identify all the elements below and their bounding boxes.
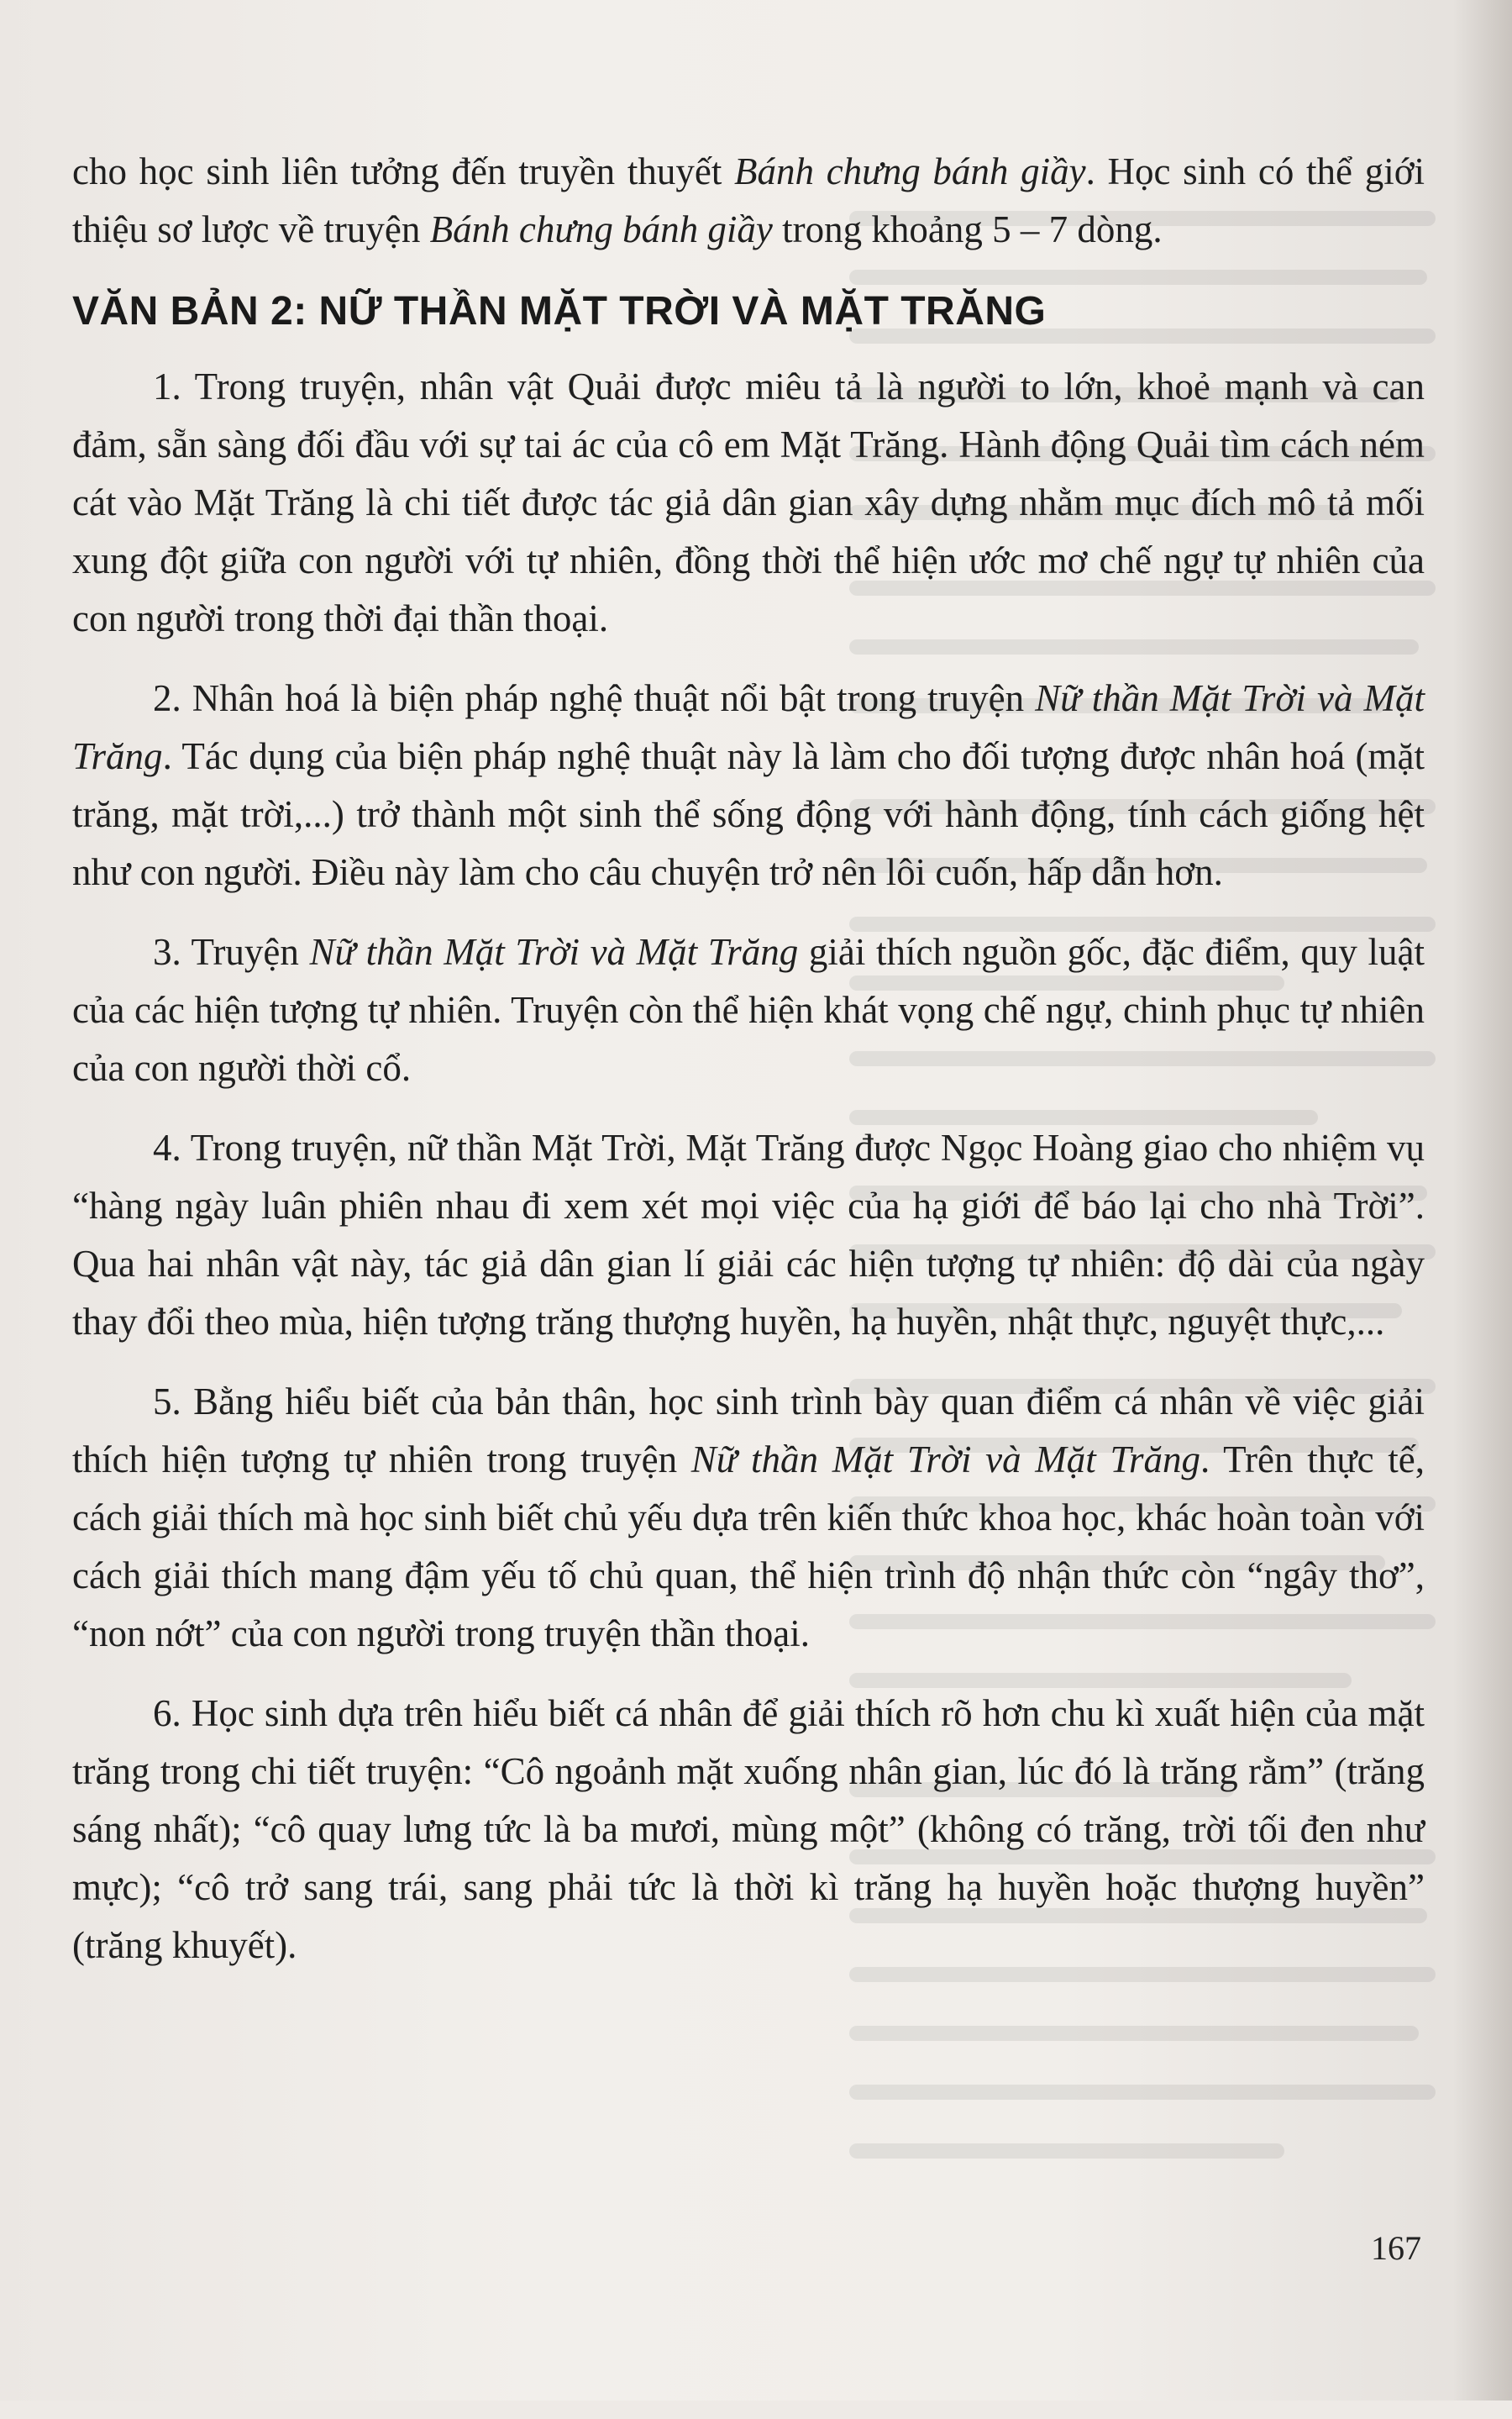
section-heading: VĂN BẢN 2: NỮ THẦN MẶT TRỜI VÀ MẶT TRĂNG (72, 289, 1047, 334)
page-number: 167 (1371, 2229, 1421, 2267)
answer-2: 2. Nhân hoá là biện pháp nghệ thuật nổi bật trong truyện Nữ thần Mặt Trời và Mặt Trăng. Tác dụng của biện pháp nghệ thuật này là làm cho đối tượng được nhân hoá (mặt trăng, mặt trời,...) trở thành một sinh thể sống động với hành động, tính cách giống hệt như con người. Điều này làm cho câu chuyện trở nên lôi cuốn, hấp dẫn hơn. (72, 677, 1425, 893)
answer-1: 1. Trong truyện, nhân vật Quải được miêu tả là người to lớn, khoẻ mạnh và can đảm, sẵn sàng đối đầu với sự tai ác của cô em Mặt Trăng. Hành động Quải tìm cách ném cát vào Mặt Trăng là chi tiết được tác giả dân gian xây dựng nhằm mục đích mô tả mối xung đột giữa con người với tự nhiên, đồng thời thể hiện ước mơ chế ngự tự nhiên của con người trong thời đại thần thoại. (72, 365, 1425, 639)
intro-paragraph: cho học sinh liên tưởng đến truyền thuyết Bánh chưng bánh giầy. Học sinh có thể giới thiệu sơ lược về truyện Bánh chưng bánh giầy trong khoảng 5 – 7 dòng. (72, 150, 1425, 250)
answer-3: 3. Truyện Nữ thần Mặt Trời và Mặt Trăng giải thích nguồn gốc, đặc điểm, quy luật của các hiện tượng tự nhiên. Truyện còn thể hiện khát vọng chế ngự, chinh phục tự nhiên của con người thời cổ. (72, 931, 1425, 1089)
spine-shadow (1453, 0, 1512, 2401)
answer-4: 4. Trong truyện, nữ thần Mặt Trời, Mặt Trăng được Ngọc Hoàng giao cho nhiệm vụ “hàng ngày luân phiên nhau đi xem xét mọi việc của hạ giới để báo lại cho nhà Trời”. Qua hai nhân vật này, tác giả dân gian lí giải các hiện tượng tự nhiên: độ dài của ngày thay đổi theo mùa, hiện tượng trăng thượng huyền, hạ huyền, nhật thực, nguyệt thực,... (72, 1127, 1425, 1343)
page-content (72, 143, 1425, 1996)
answer-5: 5. Bằng hiểu biết của bản thân, học sinh trình bày quan điểm cá nhân về việc giải thích hiện tượng tự nhiên trong truyện Nữ thần Mặt Trời và Mặt Trăng. Trên thực tế, cách giải thích mà học sinh biết chủ yếu dựa trên kiến thức khoa học, khác hoàn toàn với cách giải thích mang đậm yếu tố chủ quan, thể hiện trình độ nhận thức còn “ngây thơ”, “non nớt” của con người trong truyện thần thoại. (72, 1380, 1425, 1654)
answer-6: 6. Học sinh dựa trên hiểu biết cá nhân để giải thích rõ hơn chu kì xuất hiện của mặt trăng trong chi tiết truyện: “Cô ngoảnh mặt xuống nhân gian, lúc đó là trăng rằm” (trăng sáng nhất); “cô quay lưng tức là ba mươi, mùng một” (không có trăng, trời tối đen như mực); “cô trở sang trái, sang phải tức là thời kì trăng hạ huyền hoặc thượng huyền” (trăng khuyết). (72, 1692, 1425, 1966)
